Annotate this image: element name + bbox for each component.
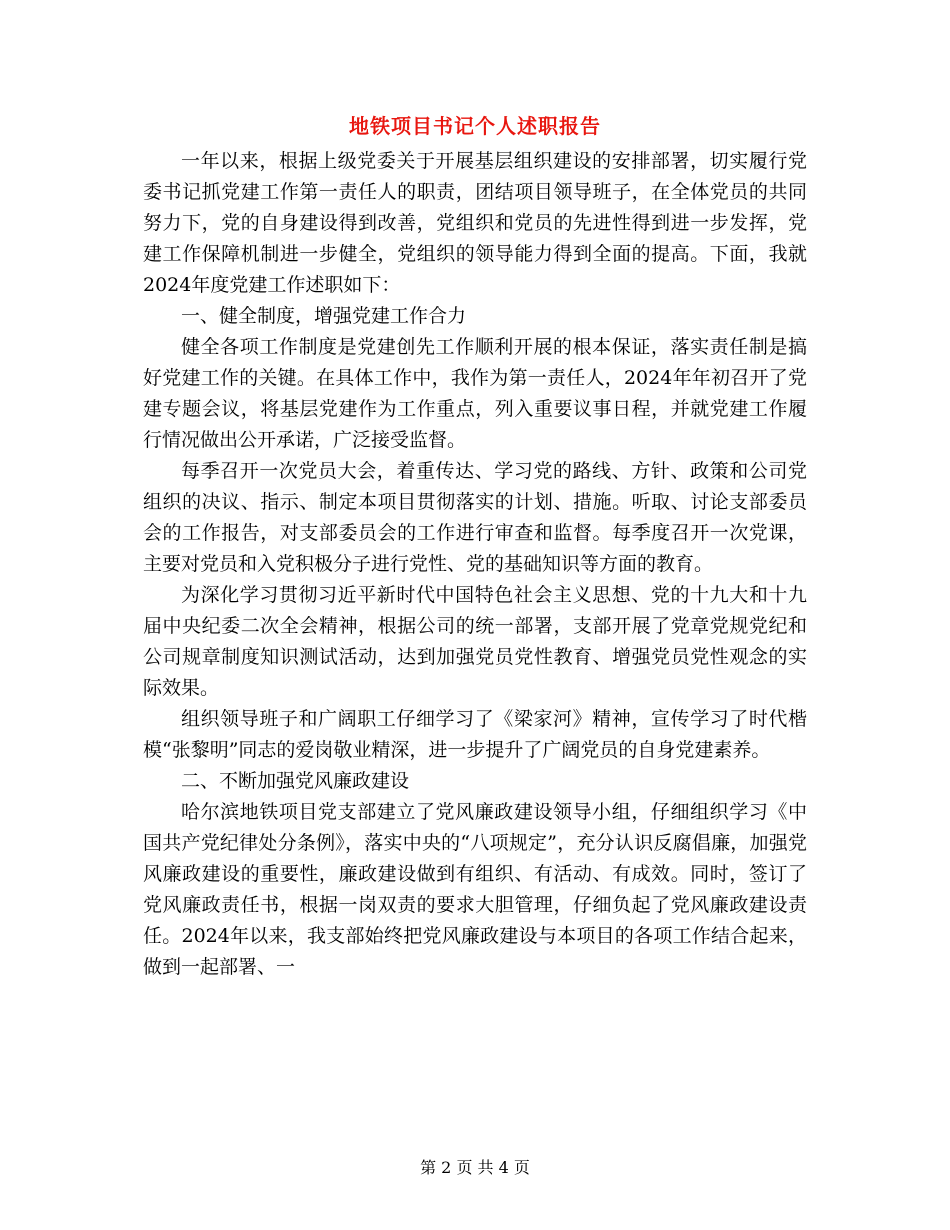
page-number: 第 2 页 共 4 页 <box>420 1158 530 1177</box>
section-heading-2: 二、不断加强党风廉政建设 <box>181 770 410 792</box>
paragraph-meetings: 每季召开一次党员大会，着重传达、学习党的路线、方针、政策和公司党组织的决议、指示、制定本项目贯彻落实的计划、措施。听取、讨论支部委员会的工作报告，对支部委员会的工作进行审查和监督。每季度召开一次党课，主要对党员和入党积极分子进行党性、党的基础知识等方面的教育。 <box>143 460 807 575</box>
paragraph-learning: 组织领导班子和广阔职工仔细学习了《梁家河》精神，宣传学习了时代楷模“张黎明”同志的爱岗敬业精深，进一步提升了广阔党员的自身党建素养。 <box>143 708 807 761</box>
paragraph-integrity: 哈尔滨地铁项目党支部建立了党风廉政建设领导小组，仔细组织学习《中国共产党纪律处分条例》，落实中央的“八项规定”，充分认识反腐倡廉，加强党风廉政建设的重要性，廉政建设做到有组织、有活动、有成效。同时，签订了党风廉政责任书，根据一岗双责的要求大胆管理，仔细负起了党风廉政建设责任。2024年以来，我支部始终把党风廉政建设与本项目的各项工作结合起来，做到一起部署、一 <box>143 801 807 978</box>
paragraph-intro: 一年以来，根据上级党委关于开展基层组织建设的安排部署，切实履行党委书记抓党建工作第一责任人的职责，团结项目领导班子，在全体党员的共同努力下，党的自身建设得到改善，党组织和党员的先进性得到进一步发挥，党建工作保障机制进一步健全，党组织的领导能力得到全面的提高。下面，我就2024年度党建工作述职如下： <box>143 150 807 296</box>
document-title: 地铁项目书记个人述职报告 <box>349 114 601 138</box>
section-heading-1: 一、健全制度，增强党建工作合力 <box>181 305 467 327</box>
document-body <box>143 146 807 983</box>
paragraph-study: 为深化学习贯彻习近平新时代中国特色社会主义思想、党的十九大和十九届中央纪委二次全会精神，根据公司的统一部署，支部开展了党章党规党纪和公司规章制度知识测试活动，达到加强党员党性教育、增强党员党性观念的实际效果。 <box>143 584 807 699</box>
paragraph-system: 健全各项工作制度是党建创先工作顺利开展的根本保证，落实责任制是搞好党建工作的关键。在具体工作中，我作为第一责任人，2024年年初召开了党建专题会议，将基层党建作为工作重点，列入重要议事日程，并就党建工作履行情况做出公开承诺，广泛接受监督。 <box>143 336 807 451</box>
